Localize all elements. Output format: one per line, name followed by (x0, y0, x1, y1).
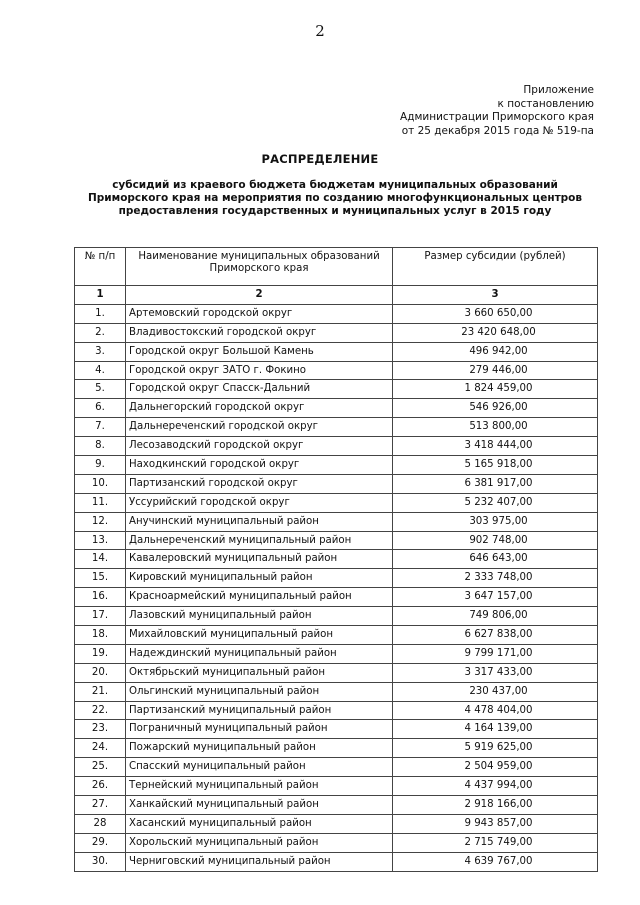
row-number: 18. (75, 626, 126, 645)
subsidy-amount: 279 446,00 (393, 361, 598, 380)
subsidy-amount: 3 647 157,00 (393, 588, 598, 607)
municipality-name: Красноармейский муниципальный район (126, 588, 393, 607)
document-title: РАСПРЕДЕЛЕНИЕ (261, 152, 379, 166)
table-row (75, 550, 598, 569)
appendix-line: Приложение (523, 84, 594, 96)
subsidy-amount: 3 418 444,00 (393, 437, 598, 456)
row-number: 10. (75, 474, 126, 493)
table-row (75, 569, 598, 588)
municipality-name: Городской округ Спасск-Дальний (126, 380, 393, 399)
table-row (75, 777, 598, 796)
row-number: 21. (75, 682, 126, 701)
subsidy-amount: 5 232 407,00 (393, 493, 598, 512)
row-number: 26. (75, 777, 126, 796)
municipality-name: Надеждинский муниципальный район (126, 644, 393, 663)
header-num: № п/п (75, 248, 126, 286)
table-row (75, 380, 598, 399)
municipality-name: Дальнереченский муниципальный район (126, 531, 393, 550)
table-row (75, 474, 598, 493)
page-number: 2 (315, 22, 325, 40)
subsidy-amount: 230 437,00 (393, 682, 598, 701)
subsidy-amount: 5 165 918,00 (393, 456, 598, 475)
row-number: 16. (75, 588, 126, 607)
appendix-line: от 25 декабря 2015 года № 519-па (401, 124, 594, 137)
table-row (75, 796, 598, 815)
municipality-name: Дальнегорский городской округ (126, 399, 393, 418)
row-number: 17. (75, 607, 126, 626)
subsidy-amount: 6 627 838,00 (393, 626, 598, 645)
subsidy-amount: 546 926,00 (393, 399, 598, 418)
appendix-block (400, 84, 594, 138)
municipality-name: Черниговский муниципальный район (126, 852, 393, 871)
municipality-name: Михайловский муниципальный район (126, 626, 393, 645)
row-number: 8. (75, 437, 126, 456)
row-number: 6. (75, 399, 126, 418)
row-number: 15. (75, 569, 126, 588)
table-row (75, 720, 598, 739)
subsidy-amount: 4 639 767,00 (393, 852, 598, 871)
row-number: 19. (75, 644, 126, 663)
table-row (75, 588, 598, 607)
subtitle-line: субсидий из краевого бюджета бюджетам муниципальных образований (112, 179, 558, 191)
table-row (75, 512, 598, 531)
table-row (75, 418, 598, 437)
municipality-name: Артемовский городской округ (126, 304, 393, 323)
row-number: 28 (75, 814, 126, 833)
subsidy-amount: 2 333 748,00 (393, 569, 598, 588)
appendix-line: Администрации Приморского края (400, 111, 594, 123)
column-number: 1 (75, 286, 126, 305)
table-row (75, 456, 598, 475)
row-number: 5. (75, 380, 126, 399)
subsidy-amount: 23 420 648,00 (393, 323, 598, 342)
table-row (75, 833, 598, 852)
municipality-name: Спасский муниципальный район (126, 758, 393, 777)
subsidy-amount: 496 942,00 (393, 342, 598, 361)
table-row (75, 663, 598, 682)
table-row (75, 814, 598, 833)
subsidy-amount: 2 504 959,00 (393, 758, 598, 777)
row-number: 14. (75, 550, 126, 569)
subsidy-amount: 303 975,00 (393, 512, 598, 531)
table-row (75, 682, 598, 701)
row-number: 24. (75, 739, 126, 758)
subtitle-line: Приморского края на мероприятия по созданию многофункциональных центров (87, 192, 583, 204)
municipality-name: Городской округ Большой Камень (126, 342, 393, 361)
table-row (75, 739, 598, 758)
table-row (75, 342, 598, 361)
table-row (75, 644, 598, 663)
table-row (75, 607, 598, 626)
subsidy-amount: 749 806,00 (393, 607, 598, 626)
municipality-name: Дальнереченский городской округ (126, 418, 393, 437)
municipality-name: Хорольский муниципальный район (126, 833, 393, 852)
municipality-name: Владивостокский городской округ (126, 323, 393, 342)
column-number-row (75, 286, 598, 305)
subsidy-amount: 2 918 166,00 (393, 796, 598, 815)
row-number: 3. (75, 342, 126, 361)
table-row (75, 304, 598, 323)
row-number: 11. (75, 493, 126, 512)
subtitle-line: предоставления государственных и муниципальных услуг в 2015 году (118, 205, 552, 217)
subsidy-amount: 513 800,00 (393, 418, 598, 437)
table-row (75, 758, 598, 777)
subsidy-amount: 646 643,00 (393, 550, 598, 569)
appendix-line: к постановлению (497, 97, 594, 110)
municipality-name: Городской округ ЗАТО г. Фокино (126, 361, 393, 380)
municipality-name: Тернейский муниципальный район (126, 777, 393, 796)
municipality-name: Пожарский муниципальный район (126, 739, 393, 758)
row-number: 20. (75, 663, 126, 682)
row-number: 4. (75, 361, 126, 380)
document-subtitle (60, 179, 610, 218)
row-number: 9. (75, 456, 126, 475)
table-row (75, 361, 598, 380)
subsidy-amount: 9 943 857,00 (393, 814, 598, 833)
municipality-name: Уссурийский городской округ (126, 493, 393, 512)
row-number: 23. (75, 720, 126, 739)
subsidy-table (74, 247, 598, 872)
subsidy-amount: 1 824 459,00 (393, 380, 598, 399)
subsidy-amount: 4 437 994,00 (393, 777, 598, 796)
row-number: 25. (75, 758, 126, 777)
row-number: 29. (75, 833, 126, 852)
subsidy-amount: 4 164 139,00 (393, 720, 598, 739)
table-row (75, 399, 598, 418)
municipality-name: Партизанский городской округ (126, 474, 393, 493)
table-row (75, 437, 598, 456)
header-amount: Размер субсидии (рублей) (393, 248, 598, 286)
municipality-name: Анучинский муниципальный район (126, 512, 393, 531)
row-number: 1. (75, 304, 126, 323)
municipality-name: Ольгинский муниципальный район (126, 682, 393, 701)
row-number: 2. (75, 323, 126, 342)
header-name: Наименование муниципальных образований Приморского края (126, 248, 393, 286)
municipality-name: Пограничный муниципальный район (126, 720, 393, 739)
municipality-name: Октябрьский муниципальный район (126, 663, 393, 682)
row-number: 27. (75, 796, 126, 815)
table-header-row (75, 248, 598, 286)
subsidy-amount: 3 317 433,00 (393, 663, 598, 682)
row-number: 13. (75, 531, 126, 550)
subsidy-amount: 3 660 650,00 (393, 304, 598, 323)
column-number: 2 (126, 286, 393, 305)
table-row (75, 493, 598, 512)
table-row (75, 852, 598, 871)
column-number: 3 (393, 286, 598, 305)
table-row (75, 626, 598, 645)
subsidy-amount: 4 478 404,00 (393, 701, 598, 720)
municipality-name: Находкинский городской округ (126, 456, 393, 475)
municipality-name: Кавалеровский муниципальный район (126, 550, 393, 569)
row-number: 30. (75, 852, 126, 871)
municipality-name: Лазовский муниципальный район (126, 607, 393, 626)
municipality-name: Ханкайский муниципальный район (126, 796, 393, 815)
subsidy-amount: 6 381 917,00 (393, 474, 598, 493)
municipality-name: Лесозаводский городской округ (126, 437, 393, 456)
subsidy-amount: 902 748,00 (393, 531, 598, 550)
row-number: 22. (75, 701, 126, 720)
subsidy-amount: 5 919 625,00 (393, 739, 598, 758)
row-number: 7. (75, 418, 126, 437)
subsidy-amount: 2 715 749,00 (393, 833, 598, 852)
table-row (75, 323, 598, 342)
municipality-name: Партизанский муниципальный район (126, 701, 393, 720)
subsidy-amount: 9 799 171,00 (393, 644, 598, 663)
municipality-name: Кировский муниципальный район (126, 569, 393, 588)
row-number: 12. (75, 512, 126, 531)
table-row (75, 701, 598, 720)
table-row (75, 531, 598, 550)
municipality-name: Хасанский муниципальный район (126, 814, 393, 833)
